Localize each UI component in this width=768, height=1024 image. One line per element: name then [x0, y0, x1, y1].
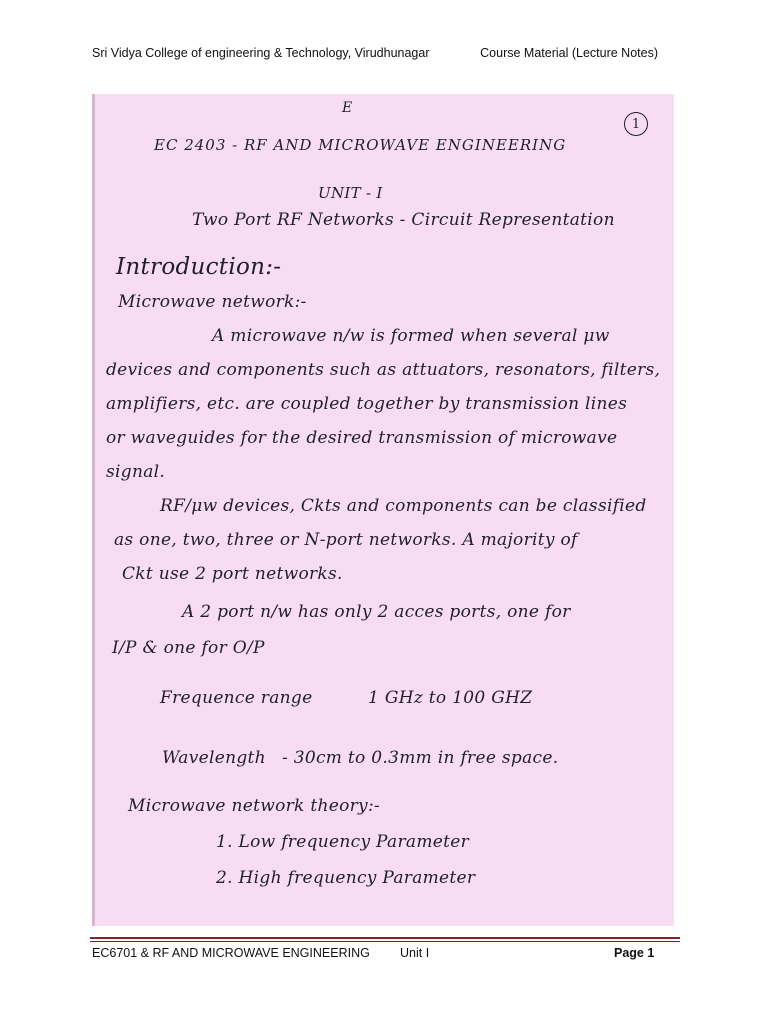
- para3-line2: I/P & one for O/P: [112, 638, 265, 658]
- header-course-material: Course Material (Lecture Notes): [480, 46, 658, 60]
- frequency-value: 1 GHz to 100 GHZ: [368, 688, 533, 708]
- page-number-circle: 1: [624, 112, 648, 136]
- para1-line5: signal.: [106, 462, 166, 482]
- unit-heading: UNIT - I: [318, 184, 383, 202]
- para1-line4: or waveguides for the desired transmission of microwave: [106, 428, 618, 448]
- para3-line1: A 2 port n/w has only 2 acces ports, one for: [182, 602, 571, 622]
- course-title: EC 2403 - RF AND MICROWAVE ENGINEERING: [154, 136, 567, 154]
- introduction-heading: Introduction:-: [116, 254, 282, 280]
- para1-line3: amplifiers, etc. are coupled together by transmission lines: [106, 394, 628, 414]
- top-mark: E: [342, 100, 353, 116]
- handwritten-notes-page: [92, 94, 674, 926]
- footer-page-number: Page 1: [614, 946, 655, 960]
- topic-heading: Two Port RF Networks - Circuit Representation: [192, 210, 615, 230]
- wavelength-value: - 30cm to 0.3mm in free space.: [282, 748, 559, 768]
- para1-line1: A microwave n/w is formed when several μw: [212, 326, 610, 346]
- footer-rule: [90, 937, 680, 939]
- footer-unit: Unit I: [400, 946, 430, 960]
- para1-line2: devices and components such as attuators, resonators, filters,: [106, 360, 661, 380]
- wavelength-label: Wavelength: [162, 748, 266, 768]
- header-college-name: Sri Vidya College of engineering & Technology, Virudhunagar: [92, 46, 430, 60]
- footer-rule-thin: [90, 941, 680, 942]
- theory-item-1: 1. Low frequency Parameter: [216, 832, 470, 852]
- microwave-network-heading: Microwave network:-: [118, 292, 307, 312]
- frequency-label: Frequence range: [160, 688, 313, 708]
- theory-item-2: 2. High frequency Parameter: [216, 868, 476, 888]
- para2-line1: RF/μw devices, Ckts and components can be classified: [160, 496, 647, 516]
- para2-line2: as one, two, three or N-port networks. A majority of: [114, 530, 578, 550]
- footer-course-name: EC6701 & RF AND MICROWAVE ENGINEERING: [92, 946, 370, 960]
- theory-heading: Microwave network theory:-: [128, 796, 381, 816]
- para2-line3: Ckt use 2 port networks.: [122, 564, 343, 584]
